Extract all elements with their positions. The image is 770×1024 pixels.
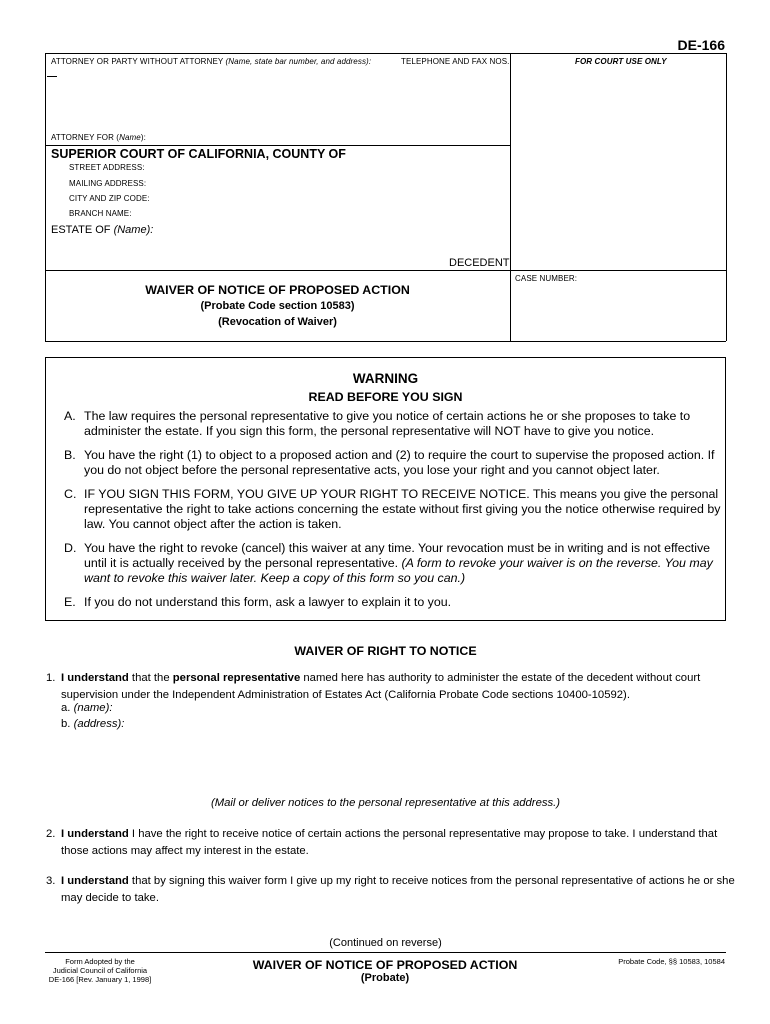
caption-form-title: WAIVER OF NOTICE OF PROPOSED ACTION [145,283,410,297]
warning-item-e: E. If you do not understand this form, ask a lawyer to explain it to you. [64,595,452,609]
court-use-area[interactable] [513,66,723,266]
decedent-label: DECEDENT [449,257,510,269]
warning-item-b: B. You have the right (1) to object to a proposed action and (2) to require the court to supervise the proposed action. If you do not object before the personal representative acts, you lose your right and you cannot object later. [64,448,715,477]
street-address-label: STREET ADDRESS: [69,163,145,172]
footer-title: WAIVER OF NOTICE OF PROPOSED ACTION [252,958,518,972]
waiver-item-1: 1. I understand that the personal representative named here has authority to administer the estate of the decedent without court supervision under the Independent Administration of Estates Act (California Probate Code sections 10400-10592). [46,672,701,701]
case-number-input[interactable] [513,284,723,338]
caption-subtitle-revocation: (Revocation of Waiver) [218,316,337,328]
telephone-label: TELEPHONE AND FAX NOS.: [401,57,512,66]
waiver-item-3: 3. I understand that by signing this waiver form I give up my right to receive notices from the personal representative of actions he or she may decide to take. [46,875,735,904]
pr-address-input[interactable] [130,718,720,788]
continued-note: (Continued on reverse) [329,937,442,949]
warning-item-a: A. The law requires the personal representative to give you notice of certain actions he or she proposes to take to administer the estate. If you sign this form, the personal representative will NOT have to give you notice. [64,409,691,438]
court-use-label: FOR COURT USE ONLY [575,57,667,66]
pr-name-label: a. (name): [61,702,113,714]
footer-rule [45,952,726,953]
form-adopted-note: Form Adopted by the Judicial Council of California DE-166 [Rev. January 1, 1998] [48,957,152,984]
branch-name-label: BRANCH NAME: [69,209,132,218]
estate-of-label: ESTATE OF (Name): [51,224,154,236]
attorney-for-label: ATTORNEY FOR (Name): [51,133,146,142]
waiver-item-2: 2. I understand I have the right to receive notice of certain actions the personal representative may propose to take. I understand that those actions may affect my interest in the estate. [46,828,718,857]
mail-note: (Mail or deliver notices to the personal representative at this address.) [210,797,561,809]
footer-subtitle: (Probate) [360,972,410,984]
pr-name-input[interactable] [130,702,720,717]
warning-title: WARNING [352,371,419,386]
mailing-address-label: MAILING ADDRESS: [69,179,147,188]
attorney-label: ATTORNEY OR PARTY WITHOUT ATTORNEY (Name, state bar number, and address): [51,57,372,66]
form-number: DE-166 [677,37,725,53]
city-zip-label: CITY AND ZIP CODE: [69,194,150,203]
warning-subtitle: READ BEFORE YOU SIGN [308,390,463,404]
pr-address-label: b. (address): [61,718,125,730]
code-reference: Probate Code, §§ 10583, 10584 [618,957,725,966]
warning-item-d: D. You have the right to revoke (cancel) this waiver at any time. Your revocation must be in writing and is not effective until it is actually received by the personal representative. (A form to revoke your waiver is on the reverse. You may want to revoke this waiver later. Keep a copy of this form so you can.) [64,541,713,585]
attorney-input-area[interactable] [48,66,508,130]
warning-item-c: C. IF YOU SIGN THIS FORM, YOU GIVE UP YOUR RIGHT TO RECEIVE NOTICE. This means you give the personal representative the right to take actions concerning the estate without first giving you the notice otherwise required by law. You cannot object after the action is taken. [64,487,721,531]
caption-subtitle-statute: (Probate Code section 10583) [200,300,355,312]
court-title: SUPERIOR COURT OF CALIFORNIA, COUNTY OF [51,147,346,161]
case-number-label: CASE NUMBER: [515,274,578,283]
waiver-title: WAIVER OF RIGHT TO NOTICE [294,644,477,658]
